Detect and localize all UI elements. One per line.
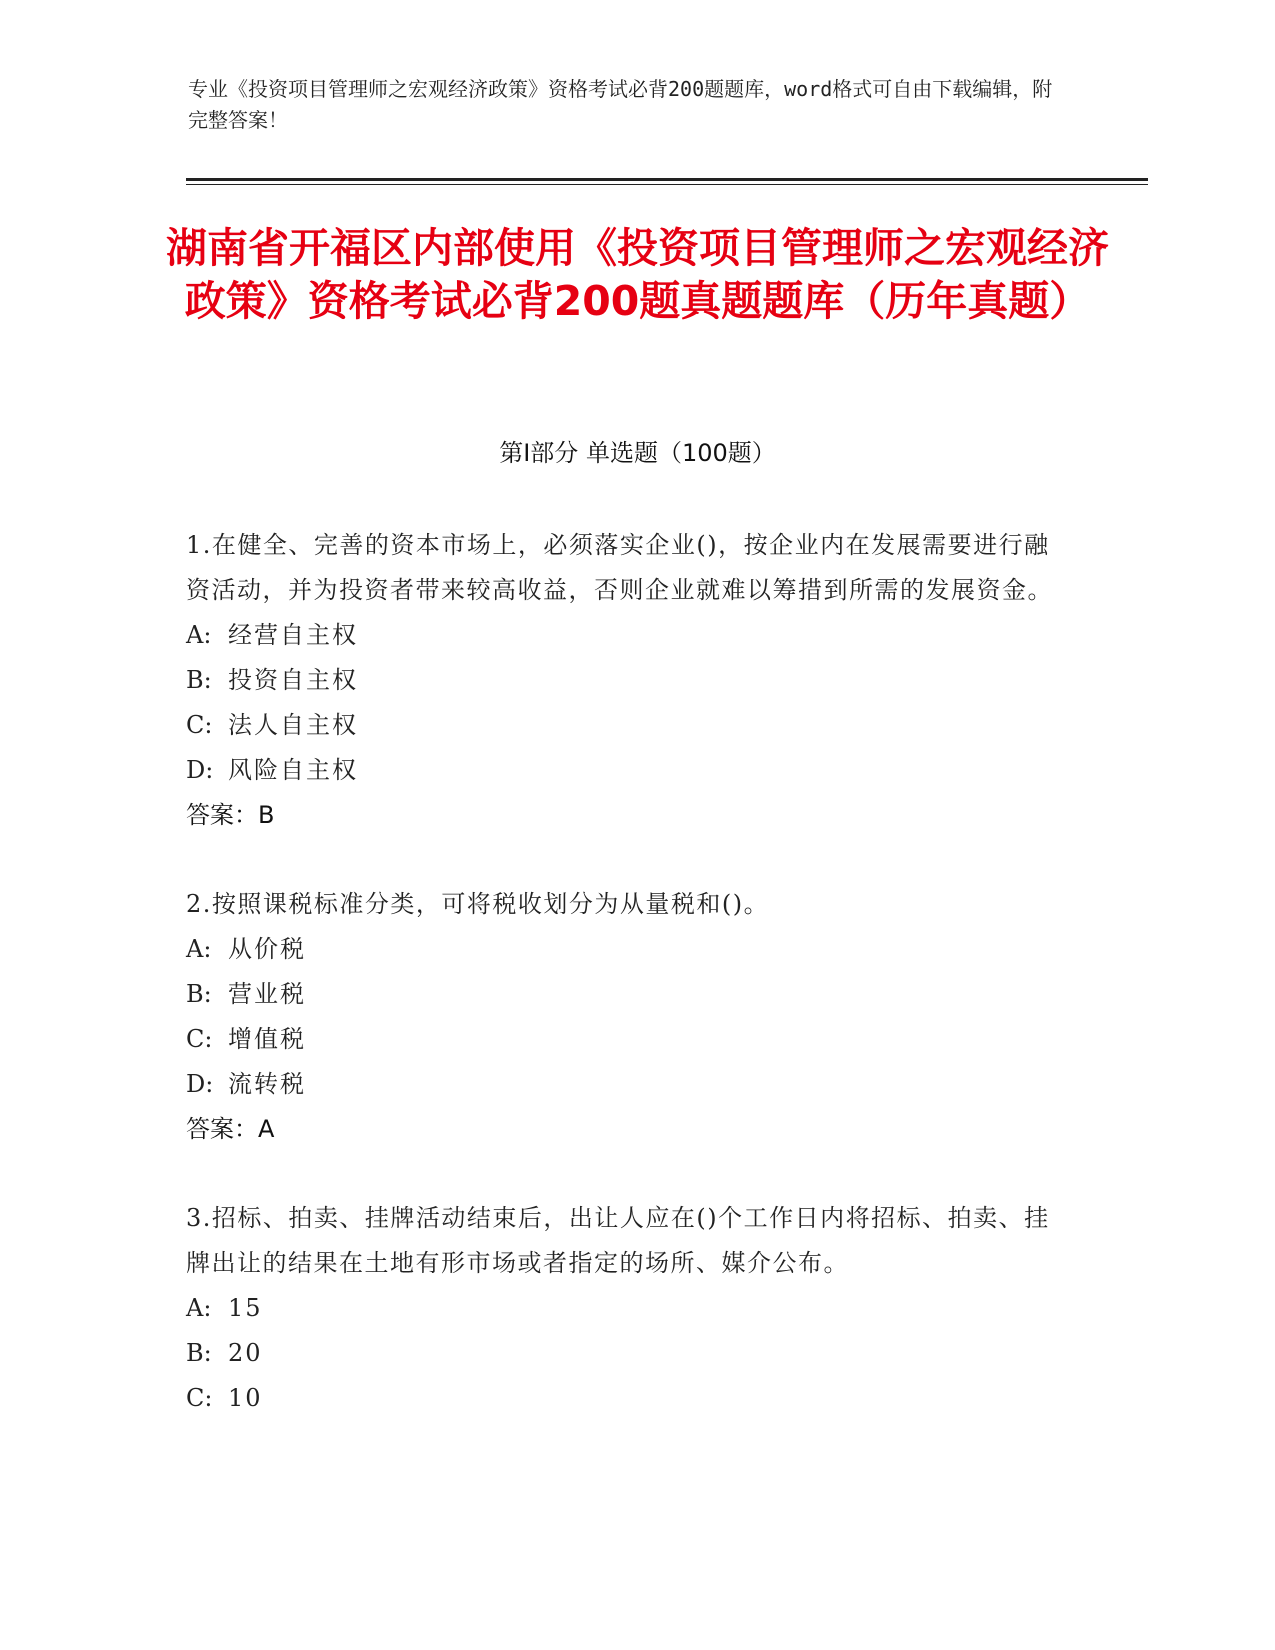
option-b	[186, 658, 1066, 703]
option-text: 风险自主权	[228, 756, 358, 784]
option-key: D:	[186, 1070, 214, 1098]
document-title: 湖南省开福区内部使用《投资项目管理师之宏观经济政策》资格考试必背200题真题题库（历年真题）	[166, 224, 1109, 325]
option-b	[186, 972, 1066, 1017]
question-stem: 2.按照课税标准分类，可将税收划分为从量税和()。	[186, 890, 770, 918]
option-text: 增值税	[228, 1025, 306, 1053]
option-b	[186, 1331, 1066, 1376]
question-2	[186, 882, 1066, 1152]
option-key: C:	[186, 1025, 213, 1053]
header-note: 专业《投资项目管理师之宏观经济政策》资格考试必背200题题库，word格式可自由下载编辑，附完整答案！	[188, 77, 1053, 132]
question-stem: 3.招标、拍卖、挂牌活动结束后，出让人应在()个工作日内将招标、拍卖、挂牌出让的结果在土地有形市场或者指定的场所、媒介公布。	[186, 1204, 1050, 1277]
option-key: B:	[186, 980, 212, 1008]
option-c	[186, 1376, 1066, 1421]
answer: 答案：A	[186, 1115, 275, 1143]
option-key: B:	[186, 1339, 212, 1367]
option-text: 10	[228, 1384, 263, 1412]
header-divider-thick	[186, 178, 1148, 181]
option-d	[186, 1062, 1066, 1107]
option-a	[186, 927, 1066, 972]
option-text: 流转税	[228, 1070, 306, 1098]
option-text: 投资自主权	[228, 666, 358, 694]
option-key: A:	[186, 935, 212, 963]
option-key: A:	[186, 1294, 212, 1322]
option-c	[186, 703, 1066, 748]
question-stem: 1.在健全、完善的资本市场上，必须落实企业()，按企业内在发展需要进行融资活动，并为投资者带来较高收益，否则企业就难以筹措到所需的发展资金。	[186, 531, 1053, 604]
option-text: 经营自主权	[228, 621, 358, 649]
question-list	[186, 523, 1066, 1465]
question-3	[186, 1196, 1066, 1421]
option-c	[186, 1017, 1066, 1062]
option-a	[186, 613, 1066, 658]
answer: 答案：B	[186, 801, 275, 829]
option-key: B:	[186, 666, 212, 694]
option-text: 营业税	[228, 980, 306, 1008]
option-key: C:	[186, 1384, 213, 1412]
option-text: 法人自主权	[228, 711, 358, 739]
option-d	[186, 748, 1066, 793]
header-divider-thin	[186, 184, 1148, 185]
section-title: 第Ⅰ部分 单选题（100题）	[499, 439, 776, 467]
option-a	[186, 1286, 1066, 1331]
option-key: D:	[186, 756, 214, 784]
option-text: 从价税	[228, 935, 306, 963]
option-key: A:	[186, 621, 212, 649]
option-text: 15	[228, 1294, 263, 1322]
option-key: C:	[186, 711, 213, 739]
option-text: 20	[228, 1339, 263, 1367]
question-1	[186, 523, 1066, 838]
